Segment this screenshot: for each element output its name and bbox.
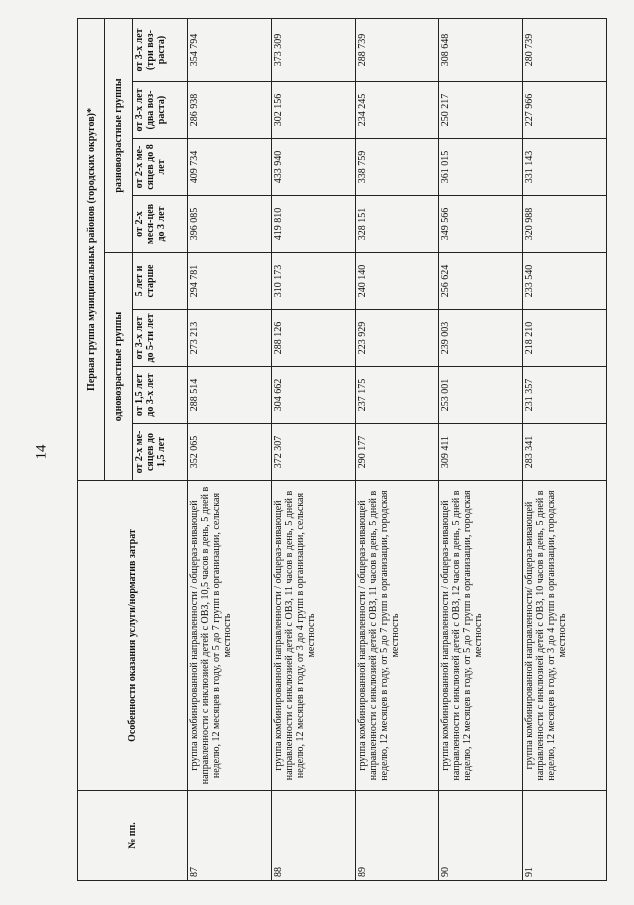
- table-cell: 240 140: [355, 253, 439, 310]
- column-header: от 3-х лет (три воз-раста): [133, 18, 188, 81]
- column-header: от 3-х лет до 5-ти лет: [133, 310, 188, 367]
- column-header: от 2-х ме-сяцев до 8 лет: [133, 139, 188, 196]
- table-cell: 309 411: [439, 424, 523, 481]
- table-cell: 320 988: [523, 196, 607, 253]
- header-first-group: Первая группа муниципальных районов (городских округов)*: [78, 18, 105, 480]
- table-cell: 328 151: [355, 196, 439, 253]
- table-cell: 361 015: [439, 139, 523, 196]
- row-number: 90: [439, 791, 523, 881]
- table-cell: 256 624: [439, 253, 523, 310]
- cost-norms-table-sheet: [77, 19, 607, 881]
- table-cell: 373 309: [271, 18, 355, 81]
- table-row: [271, 18, 355, 880]
- table-cell: 250 217: [439, 82, 523, 139]
- page-number: 14: [33, 444, 50, 460]
- header-same-age: одновозрастные группы: [105, 253, 133, 481]
- table-row: [439, 18, 523, 880]
- table-cell: 234 245: [355, 82, 439, 139]
- table-cell: 233 540: [523, 253, 607, 310]
- table-cell: 283 341: [523, 424, 607, 481]
- table-cell: 302 156: [271, 82, 355, 139]
- row-description: группа комбинированной направленности/ общераз-вивающей направленности с инклюзией детей с ОВЗ, 10 часов в день, 5 дней в неделю, 12 месяцев в году, от 3 до 4 групп в организации, городская местность: [523, 481, 607, 791]
- table-cell: 349 566: [439, 196, 523, 253]
- row-description: группа комбинированной направленности / общераз-вивающей направленности с инклюзией детей с ОВЗ, 12 часов в день, 5 дней в неделю, 12 месяцев в году, от 5 до 7 групп в организации, городская местность: [439, 481, 523, 791]
- table-cell: 288 126: [271, 310, 355, 367]
- table-cell: 227 966: [523, 82, 607, 139]
- table-cell: 409 734: [188, 139, 272, 196]
- table-cell: 239 003: [439, 310, 523, 367]
- column-header: 5 лет и старше: [133, 253, 188, 310]
- table-row: [188, 18, 272, 880]
- header-mixed-age: разновозрастные группы: [105, 18, 133, 252]
- row-number: 89: [355, 791, 439, 881]
- column-header: от 2-х меся-цев до 3 лет: [133, 196, 188, 253]
- table-cell: 288 514: [188, 367, 272, 424]
- column-header: от 1,5 лет до 3-х лет: [133, 367, 188, 424]
- table-row: [355, 18, 439, 880]
- table-cell: 294 781: [188, 253, 272, 310]
- column-header: от 3-х лет (два воз-раста): [133, 82, 188, 139]
- row-description: группа комбинированной направленности / общераз-вивающей направленности с инклюзией детей с ОВЗ, 10,5 часов в день, 5 дней в неделю, 12 месяцев в году, от 5 до 7 групп в организации, сельская местность: [188, 481, 272, 791]
- table-cell: 396 085: [188, 196, 272, 253]
- table-cell: 223 929: [355, 310, 439, 367]
- table-cell: 231 357: [523, 367, 607, 424]
- table-cell: 352 065: [188, 424, 272, 481]
- table-cell: 218 210: [523, 310, 607, 367]
- row-description: группа комбинированной направленности / общераз-вивающей направленности с инклюзией детей с ОВЗ, 11 часов в день, 5 дней в неделю, 12 месяцев в году, от 5 до 7 групп в организации, городская местность: [355, 481, 439, 791]
- table-cell: 288 739: [355, 18, 439, 81]
- table-cell: 354 794: [188, 18, 272, 81]
- header-no: № пп.: [78, 791, 188, 881]
- table-cell: 372 307: [271, 424, 355, 481]
- row-number: 87: [188, 791, 272, 881]
- table-cell: 331 143: [523, 139, 607, 196]
- table-row: [523, 18, 607, 880]
- cost-norms-table: [77, 18, 607, 881]
- row-description: группа комбинированной направленности / общераз-вивающей направленности с инклюзией детей с ОВЗ, 11 часов в день, 5 дней в неделю, 12 месяцев в году, от 3 до 4 групп в организации, сельская местность: [271, 481, 355, 791]
- table-cell: 280 739: [523, 18, 607, 81]
- table-cell: 286 938: [188, 82, 272, 139]
- table-cell: 253 001: [439, 367, 523, 424]
- table-cell: 338 759: [355, 139, 439, 196]
- table-cell: 419 810: [271, 196, 355, 253]
- table-cell: 273 213: [188, 310, 272, 367]
- table-cell: 433 940: [271, 139, 355, 196]
- table-cell: 290 177: [355, 424, 439, 481]
- table-cell: 237 175: [355, 367, 439, 424]
- table-cell: 310 173: [271, 253, 355, 310]
- row-number: 88: [271, 791, 355, 881]
- column-header: от 2-х ме-сяцев до 1,5 лет: [133, 424, 188, 481]
- row-number: 91: [523, 791, 607, 881]
- header-features: Особенности оказания услуги/норматив затрат: [78, 481, 188, 791]
- table-cell: 304 662: [271, 367, 355, 424]
- table-cell: 308 648: [439, 18, 523, 81]
